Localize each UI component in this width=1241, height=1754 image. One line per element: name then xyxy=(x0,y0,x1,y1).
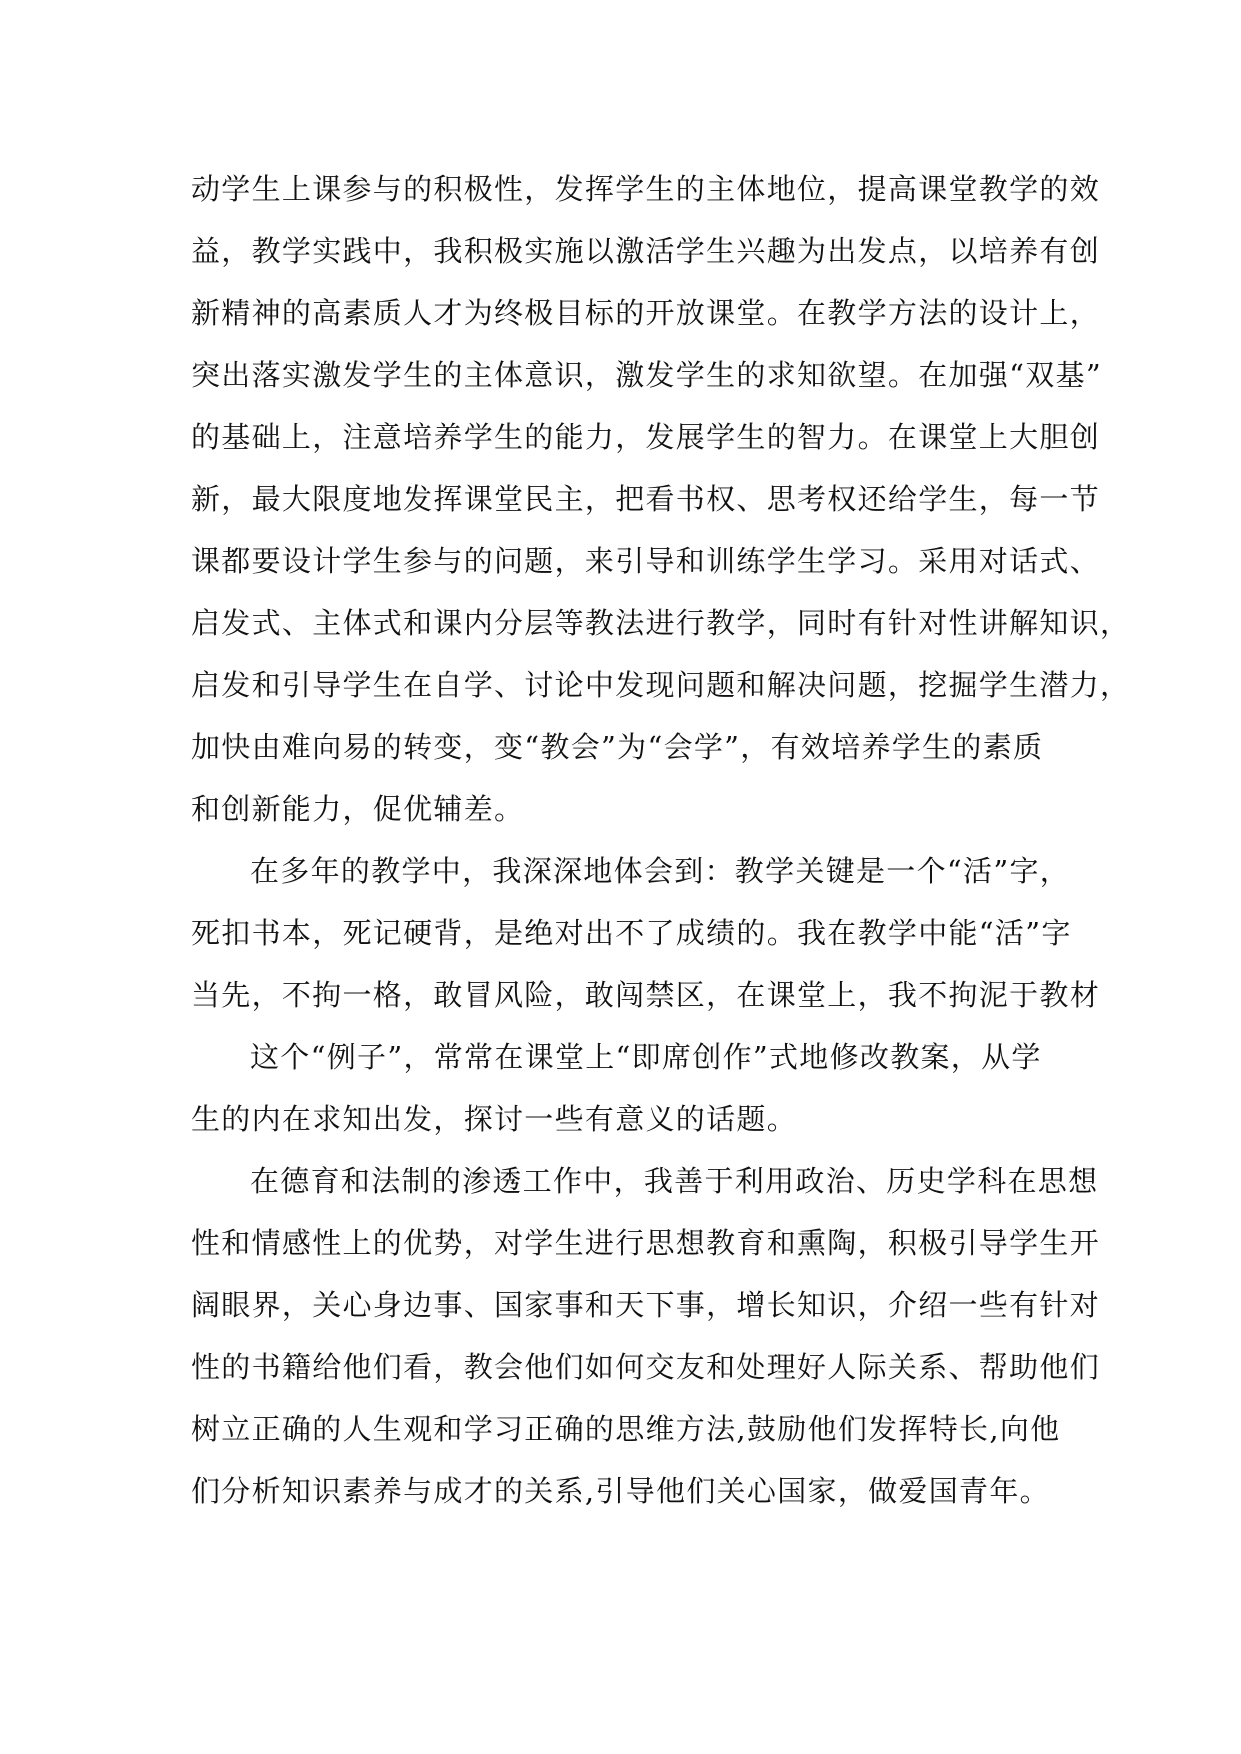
text-line: 和创新能力，促优辅差。 xyxy=(191,792,525,826)
text-line: 在多年的教学中，我深深地体会到：教学关键是一个“活”字， xyxy=(250,854,1071,888)
text-line: 突出落实激发学生的主体意识，激发学生的求知欲望。在加强“双基” xyxy=(191,358,1102,392)
text-line: 动学生上课参与的积极性，发挥学生的主体地位，提高课堂教学的效 xyxy=(191,172,1101,206)
text-line: 阔眼界，关心身边事、国家事和天下事，增长知识，介绍一些有针对 xyxy=(191,1288,1101,1322)
text-line: 性的书籍给他们看，教会他们如何交友和处理好人际关系、帮助他们 xyxy=(191,1350,1101,1384)
text-line: 加快由难向易的转变，变“教会”为“会学”，有效培养学生的素质 xyxy=(191,730,1044,764)
text-line: 当先，不拘一格，敢冒风险，敢闯禁区，在课堂上，我不拘泥于教材 xyxy=(191,978,1101,1012)
paragraph-2 xyxy=(191,840,1101,1026)
text-line: 新，最大限度地发挥课堂民主，把看书权、思考权还给学生，每一节 xyxy=(191,482,1101,516)
text-line: 益，教学实践中，我积极实施以激活学生兴趣为出发点，以培养有创 xyxy=(191,234,1101,268)
text-line: 启发和引导学生在自学、讨论中发现问题和解决问题，挖掘学生潜力， xyxy=(191,668,1131,702)
text-line: 课都要设计学生参与的问题，来引导和训练学生学习。采用对话式、 xyxy=(191,544,1101,578)
text-line: 的基础上，注意培养学生的能力，发展学生的智力。在课堂上大胆创 xyxy=(191,420,1101,454)
text-line: 死扣书本，死记硬背，是绝对出不了成绩的。我在教学中能“活”字 xyxy=(191,916,1072,950)
text-line: 在德育和法制的渗透工作中，我善于利用政治、历史学科在思想 xyxy=(250,1164,1099,1198)
text-line: 生的内在求知出发，探讨一些有意义的话题。 xyxy=(191,1102,798,1136)
text-line: 启发式、主体式和课内分层等教法进行教学，同时有针对性讲解知识， xyxy=(191,606,1131,640)
text-line: 树立正确的人生观和学习正确的思维方法,鼓励他们发挥特长,向他 xyxy=(191,1412,1061,1446)
paragraph-1 xyxy=(191,158,1131,840)
document-body xyxy=(191,158,1131,1522)
paragraph-4 xyxy=(191,1150,1101,1522)
paragraph-3 xyxy=(191,1026,1053,1150)
text-line: 新精神的高素质人才为终极目标的开放课堂。在教学方法的设计上， xyxy=(191,296,1101,330)
text-line: 们分析知识素养与成才的关系,引导他们关心国家，做爱国青年。 xyxy=(191,1474,1050,1508)
text-line: 这个“例子”，常常在课堂上“即席创作”式地修改教案，从学 xyxy=(250,1040,1042,1074)
text-line: 性和情感性上的优势，对学生进行思想教育和熏陶，积极引导学生开 xyxy=(191,1226,1101,1260)
